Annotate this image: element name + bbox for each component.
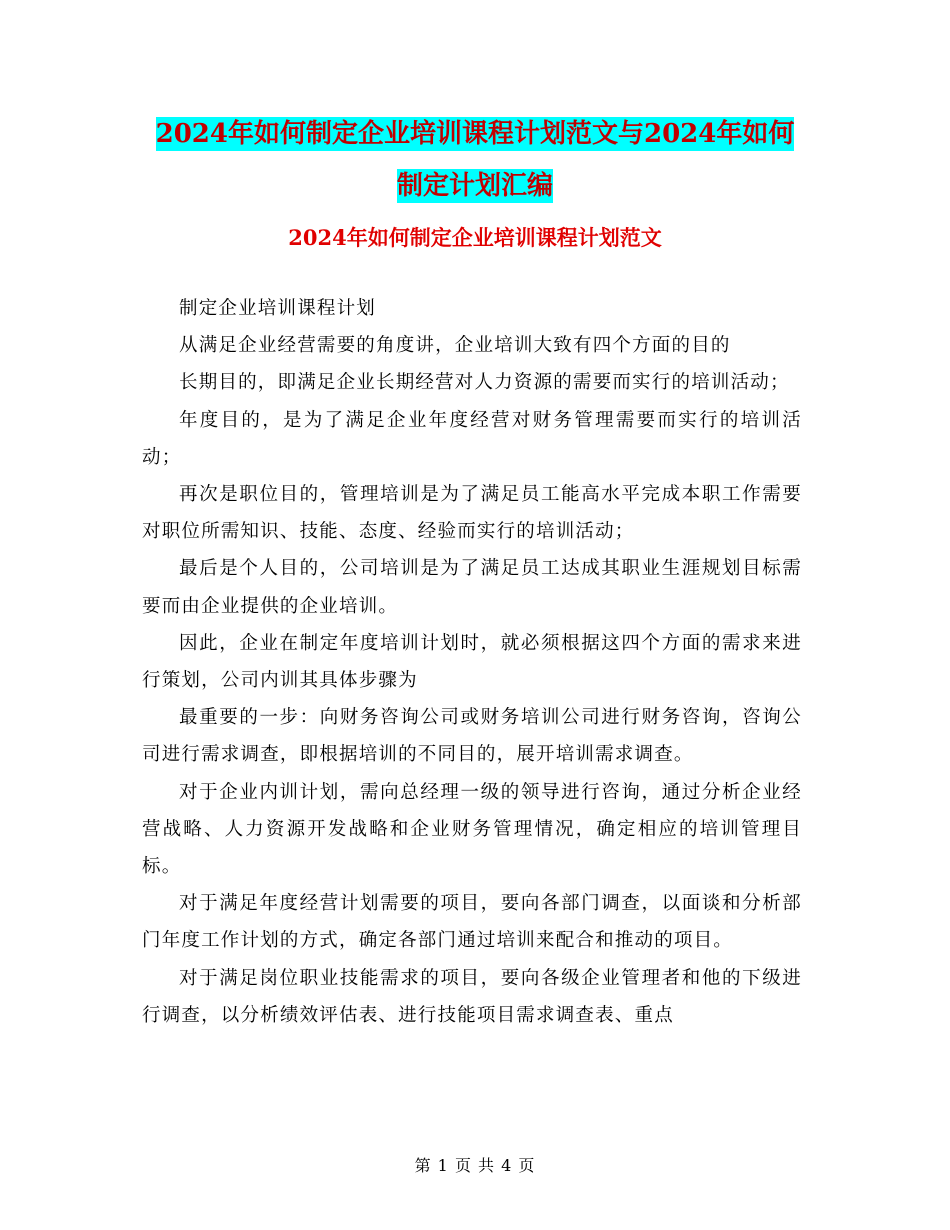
document-title — [140, 108, 810, 212]
paragraph: 最后是个人目的，公司培训是为了满足员工达成其职业生涯规划目标需要而由企业提供的企业培训。 — [142, 558, 802, 617]
paragraph: 长期目的，即满足企业长期经营对人力资源的需要而实行的培训活动； — [179, 372, 790, 394]
paragraph: 从满足企业经营需要的角度讲，企业培训大致有四个方面的目的 — [179, 335, 731, 357]
section-title: 2024年如何制定企业培训课程计划范文 — [288, 225, 662, 250]
document-body — [142, 290, 802, 1034]
paragraph: 因此，企业在制定年度培训计划时，就必须根据这四个方面的需求来进行策划，公司内训其具体步骤为 — [142, 632, 802, 692]
document-title-line-1: 2024年如何制定企业培训课程计划范文与2024年如何 — [155, 119, 795, 149]
document-title-line-2: 制定计划汇编 — [396, 171, 553, 201]
paragraph: 最重要的一步：向财务咨询公司或财务培训公司进行财务咨询，咨询公司进行需求调查，即根据培训的不同目的，展开培训需求调查。 — [142, 707, 802, 766]
paragraph: 制定企业培训课程计划 — [179, 298, 377, 319]
page-number-footer: 第 1 页 共 4 页 — [414, 1156, 536, 1175]
paragraph: 对于满足岗位职业技能需求的项目，要向各级企业管理者和他的下级进行调查，以分析绩效评估表、进行技能项目需求调查表、重点 — [142, 967, 802, 1026]
paragraph: 年度目的，是为了满足企业年度经营对财务管理需要而实行的培训活动； — [142, 409, 802, 468]
paragraph: 对于企业内训计划，需向总经理一级的领导进行咨询，通过分析企业经营战略、人力资源开发战略和企业财务管理情况，确定相应的培训管理目标。 — [142, 781, 802, 878]
paragraph: 再次是职位目的，管理培训是为了满足员工能高水平完成本职工作需要对职位所需知识、技能、态度、经验而实行的培训活动； — [142, 484, 802, 543]
paragraph: 对于满足年度经营计划需要的项目，要向各部门调查，以面谈和分析部门年度工作计划的方式，确定各部门通过培训来配合和推动的项目。 — [142, 893, 802, 952]
